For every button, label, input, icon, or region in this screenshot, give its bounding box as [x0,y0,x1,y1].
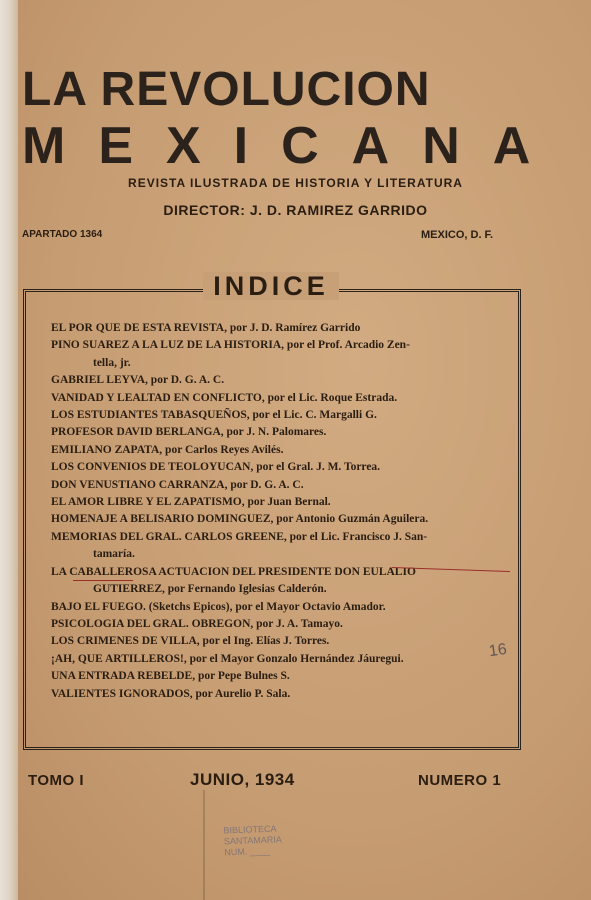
stamp-line: BIBLIOTECA [223,823,277,836]
index-entry-text: LA CABALLEROSA ACTUACION DEL PRESIDENTE DON EULALIO [51,565,416,578]
index-entry [51,651,506,668]
index-entry-text: HOMENAJE A BELISARIO DOMINGUEZ, por Antonio Guzmán Aguilera. [51,513,429,526]
index-entry-text: PINO SUAREZ A LA LUZ DE LA HISTORIA, por el Prof. Arcadio Zen- [51,339,410,352]
library-stamp [223,823,304,864]
index-entry [51,633,506,650]
paper-crease [203,790,205,900]
index-entry-text: MEMORIAS DEL GRAL. CARLOS GREENE, por el Lic. Francisco J. San- [51,530,428,543]
index-entry-text: EL POR QUE DE ESTA REVISTA, por J. D. Ramírez Garrido [51,322,361,334]
index-entry-text: DON VENUSTIANO CARRANZA, por D. G. A. C. [51,478,304,491]
index-entry [51,686,506,703]
index-entry-text: VANIDAD Y LEALTAD EN CONFLICTO, por el Lic. Roque Estrada. [51,391,398,404]
index-entry [51,407,506,424]
index-entry-text: LOS CRIMENES DE VILLA, por el Ing. Elías J. Torres. [51,635,330,648]
index-entry-text: LOS ESTUDIANTES TABASQUEÑOS, por el Lic. C. Margalli G. [51,409,377,422]
index-entry-text: UNA ENTRADA REBELDE, por Pepe Bulnes S. [51,670,290,683]
index-entry-continuation: tamaría. [93,548,135,561]
issue-number: NUMERO 1 [418,772,502,789]
index-entry [51,599,506,616]
index-entry [51,424,506,441]
pencil-annotation: 16 [487,640,508,661]
index-entry-continuation: tella, jr. [93,356,131,369]
index-entries-list [51,320,506,703]
tomo-label: TOMO I [28,772,85,789]
index-entry [51,529,506,564]
masthead-line-2: MEXICANA [22,117,564,175]
apartado-label: APARTADO 1364 [22,229,103,240]
stamp-line: SANTAMARIA [223,834,282,847]
index-entry-continuation: GUTIERREZ, por Fernando Iglesias Calderón. [93,583,327,596]
masthead-line-1: LA REVOLUCION [22,63,431,116]
index-entry [51,511,506,528]
director-line: DIRECTOR: J. D. RAMIREZ GARRIDO [163,202,428,218]
index-entry [51,668,506,685]
index-entry [51,494,506,511]
index-entry [51,337,506,372]
index-entry-text: LOS CONVENIOS DE TEOLOYUCAN, por el Gral. J. M. Torrea. [51,461,381,474]
index-heading: INDICE [203,272,339,300]
index-entry [51,320,506,337]
stamp-line: NUM. ____ [224,845,270,858]
index-entry-text: GABRIEL LEYVA, por D. G. A. C. [51,374,225,387]
magazine-subtitle: REVISTA ILUSTRADA DE HISTORIA Y LITERATURA [128,176,463,190]
index-entry-text: PROFESOR DAVID BERLANGA, por J. N. Palomares. [51,426,327,439]
issue-date: JUNIO, 1934 [190,770,295,789]
index-entry-text: VALIENTES IGNORADOS, por Aurelio P. Sala. [51,687,291,700]
index-entry-text: BAJO EL FUEGO. (Sketchs Epicos), por el Mayor Octavio Amador. [51,600,386,613]
red-underline-marking [73,580,133,581]
index-entry-text: PSICOLOGIA DEL GRAL. OBREGON, por J. A. Tamayo. [51,617,343,630]
index-entry [51,442,506,459]
index-entry-text: EMILIANO ZAPATA, por Carlos Reyes Avilés. [51,443,284,456]
binding-spine [0,0,18,900]
index-entry [51,459,506,476]
index-entry-text: ¡AH, QUE ARTILLEROS!, por el Mayor Gonzalo Hernández Jáuregui. [51,652,404,665]
index-entry [51,477,506,494]
index-entry [51,390,506,407]
index-entry-text: EL AMOR LIBRE Y EL ZAPATISMO, por Juan Bernal. [51,496,331,509]
index-entry [51,372,506,389]
index-entry [51,616,506,633]
place-label: MEXICO, D. F. [421,229,494,241]
